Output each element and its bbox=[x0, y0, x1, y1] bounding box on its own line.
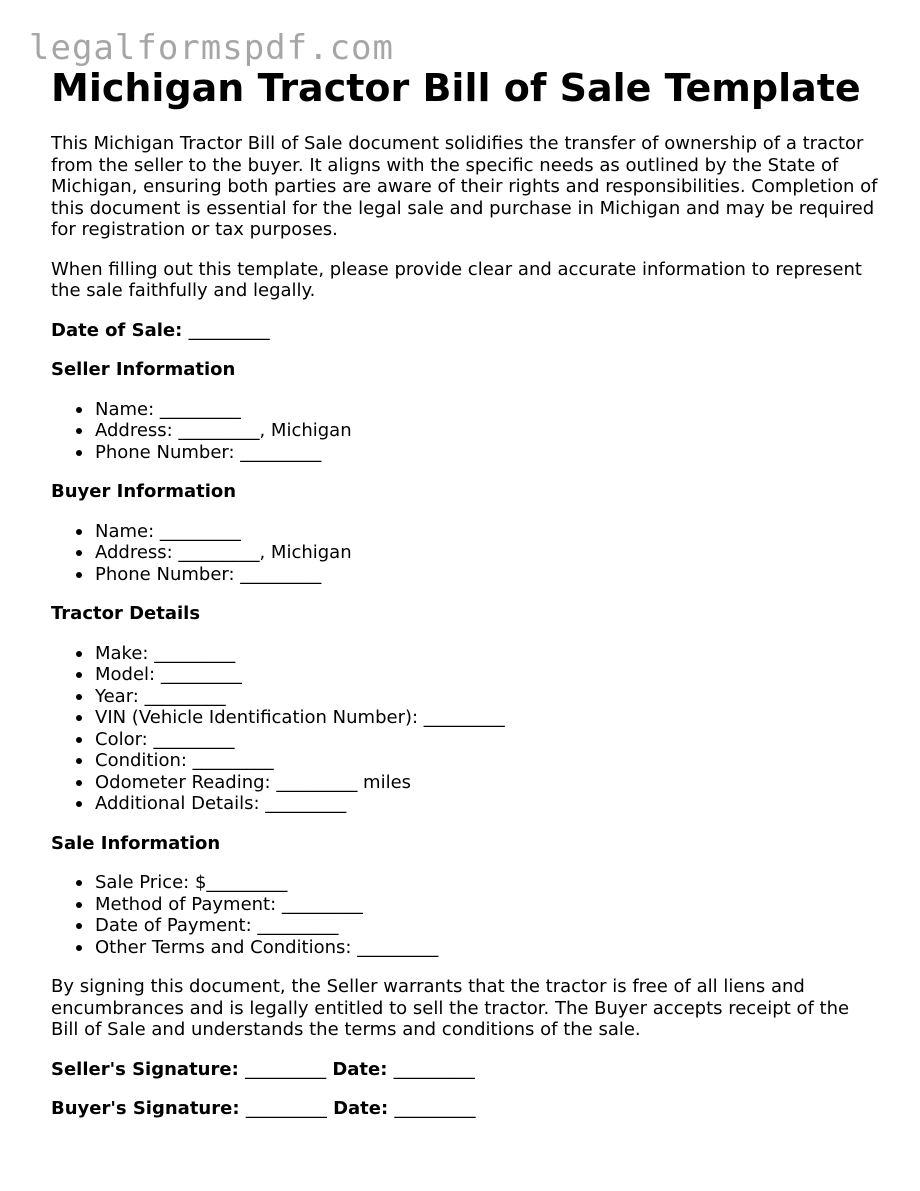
list-item: Year: _________ bbox=[95, 686, 881, 708]
buyer-signature-blank: _________ bbox=[245, 1098, 327, 1119]
seller-signature-line bbox=[51, 1059, 881, 1081]
tractor-list bbox=[51, 643, 881, 815]
buyer-date-label: Date: bbox=[333, 1098, 389, 1119]
buyer-signature-label: Buyer's Signature: bbox=[51, 1098, 240, 1119]
buyer-heading: Buyer Information bbox=[51, 481, 237, 502]
seller-signature-blank: _________ bbox=[245, 1058, 327, 1080]
list-item: Odometer Reading: _________ miles bbox=[95, 772, 881, 794]
list-item: Model: _________ bbox=[95, 664, 881, 686]
list-item: Name: _________ bbox=[95, 521, 881, 543]
list-item: Sale Price: $_________ bbox=[95, 872, 881, 894]
list-item: Other Terms and Conditions: _________ bbox=[95, 937, 881, 959]
sale-heading: Sale Information bbox=[51, 832, 221, 854]
list-item: Color: _________ bbox=[95, 729, 881, 751]
list-item: Name: _________ bbox=[95, 399, 881, 421]
list-item: Make: _________ bbox=[95, 643, 881, 665]
list-item: Date of Payment: _________ bbox=[95, 915, 881, 937]
site-watermark: legalformspdf.com bbox=[29, 28, 394, 68]
list-item: Address: _________, Michigan bbox=[95, 542, 881, 564]
tractor-heading: Tractor Details bbox=[51, 603, 201, 624]
seller-heading: Seller Information bbox=[51, 359, 236, 380]
list-item: Phone Number: _________ bbox=[95, 564, 881, 586]
seller-list bbox=[51, 399, 881, 464]
buyer-date-blank: _________ bbox=[394, 1098, 476, 1119]
document-body bbox=[51, 64, 881, 1120]
list-item: VIN (Vehicle Identification Number): _________ bbox=[95, 707, 881, 729]
list-item: Address: _________, Michigan bbox=[95, 420, 881, 442]
intro-paragraph: This Michigan Tractor Bill of Sale document solidifies the transfer of ownership of a tractor from the seller to the buyer. It aligns with the specific needs as outlined by the State of Michigan, ensuring both parties are aware of their rights and responsibilities. Completion of this document is essential for the legal sale and purchase in Michigan and may be required for registration or tax purposes. bbox=[51, 133, 878, 240]
buyer-signature-line bbox=[51, 1098, 881, 1120]
list-item: Method of Payment: _________ bbox=[95, 894, 881, 916]
seller-date-label: Date: bbox=[332, 1058, 388, 1080]
seller-date-blank: _________ bbox=[393, 1058, 475, 1080]
instructions-paragraph: When filling out this template, please provide clear and accurate information to represent the sale faithfully and legally. bbox=[51, 258, 862, 301]
date-of-sale-label: Date of Sale: bbox=[51, 319, 183, 341]
list-item: Phone Number: _________ bbox=[95, 442, 881, 464]
date-of-sale-blank: _________ bbox=[188, 319, 270, 341]
date-of-sale-line bbox=[51, 320, 881, 342]
document-title: Michigan Tractor Bill of Sale Template bbox=[51, 66, 861, 110]
buyer-list bbox=[51, 521, 881, 586]
sale-list bbox=[51, 872, 881, 958]
list-item: Additional Details: _________ bbox=[95, 793, 881, 815]
seller-signature-label: Seller's Signature: bbox=[51, 1058, 239, 1080]
closing-paragraph: By signing this document, the Seller warrants that the tractor is free of all liens and encumbrances and is legally entitled to sell the tractor. The Buyer accepts receipt of the Bill of Sale and understands the terms and conditions of the sale. bbox=[51, 976, 850, 1040]
list-item: Condition: _________ bbox=[95, 750, 881, 772]
